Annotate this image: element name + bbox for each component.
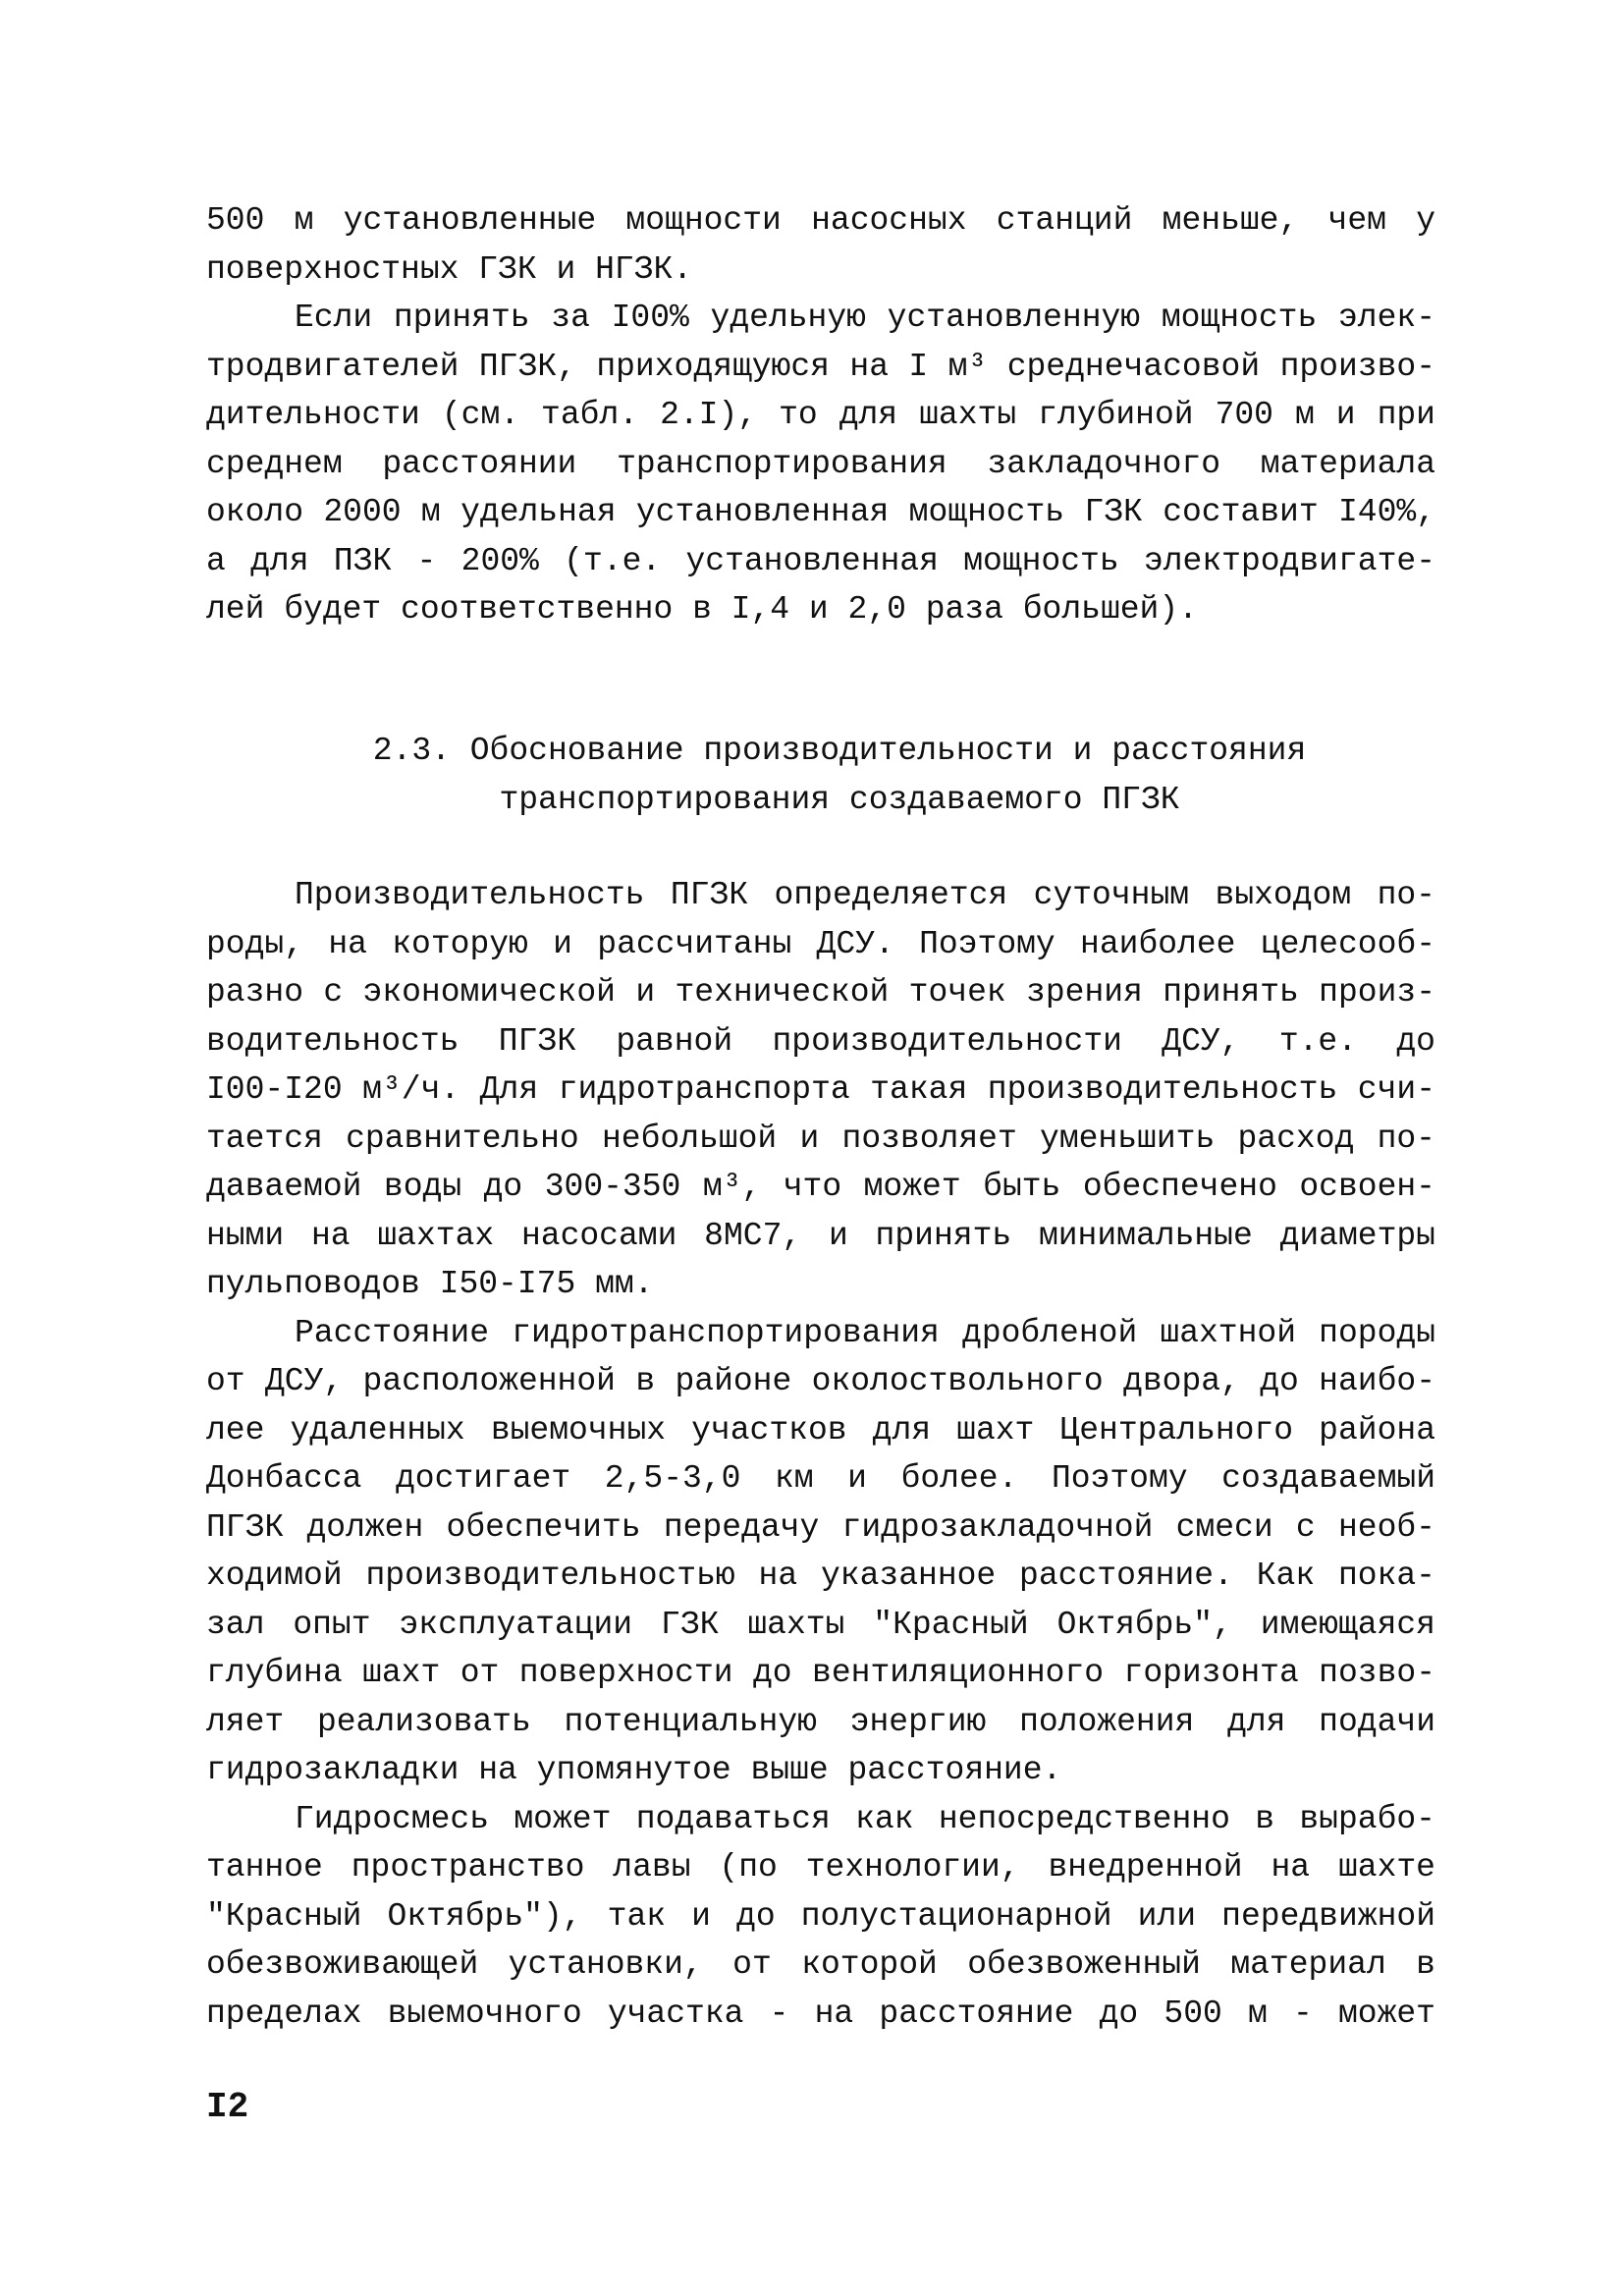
text-line: а для ПЗК - 200% (т.е. установленная мощность электродвигате- [206,542,1435,579]
text-line: среднем расстоянии транспортирования закладочного материала [206,445,1435,482]
text-line: Расстояние гидротранспортирования дробленой шахтной породы [295,1314,1435,1351]
paragraph-block-2 [206,871,1435,2038]
text-line: от ДСУ, расположенной в районе околоствольного двора, до наибо- [206,1363,1435,1399]
paragraph-block-1 [206,196,1435,634]
text-line: даваемой воды до 300-350 м³, что может быть обеспечено освоен- [206,1169,1435,1205]
text-line: лей будет соответственно в I,4 и 2,0 раза большей). [206,591,1198,628]
page-number: I2 [206,2087,249,2127]
text-line: обезвоживающей установки, от которой обезвоженный материал в [206,1946,1435,1983]
text-line: Производительность ПГЗК определяется суточным выходом по- [295,877,1435,913]
text-line: 500 м установленные мощности насосных станций меньше, чем у [206,202,1435,239]
text-line: пульповодов I50-I75 мм. [206,1266,654,1302]
text-line: тается сравнительно небольшой и позволяет уменьшить расход по- [206,1120,1435,1157]
text-line: лее удаленных выемочных участков для шахт Центрального района [206,1411,1435,1449]
text-line: танное пространство лавы (по технологии, внедренной на шахте [206,1849,1435,1886]
text-line: водительность ПГЗК равной производительности ДСУ, т.е. до [206,1022,1435,1060]
text-line: дительности (см. табл. 2.I), то для шахты глубиной 700 м и при [206,397,1435,433]
text-line: тродвигателей ПГЗК, приходящуюся на I м³ среднечасовой произво- [206,348,1435,385]
section-heading [206,727,1473,824]
text-line: зал опыт эксплуатации ГЗК шахты "Красный Октябрь", имеющаяся [206,1606,1435,1643]
text-line: пределах выемочного участка - на расстояние до 500 м - может [206,1995,1435,2032]
text-line: поверхностных ГЗК и НГЗК. [206,250,693,288]
text-line: ляет реализовать потенциальную энергию положения для подачи [206,1703,1435,1740]
text-line: ПГЗК должен обеспечить передачу гидрозакладочной смеси с необ- [206,1508,1435,1546]
text-line: роды, на которую и рассчитаны ДСУ. Поэтому наиболее целесооб- [206,925,1435,962]
text-line: Если принять за I00% удельную установленную мощность элек- [295,300,1435,336]
text-line: Донбасса достигает 2,5-3,0 км и более. Поэтому создаваемый [206,1460,1435,1497]
text-line: ходимой производительностью на указанное расстояние. Как пока- [206,1558,1435,1594]
text-line: около 2000 м удельная установленная мощность ГЗК составит I40%, [206,494,1435,530]
text-line: гидрозакладки на упомянутое выше расстояние. [206,1752,1062,1788]
heading-line: транспортирования создаваемого ПГЗК [499,781,1180,818]
text-line: Гидросмесь может подаваться как непосредственно в вырабо- [295,1800,1435,1837]
text-line: глубина шахт от поверхности до вентиляционного горизонта позво- [206,1655,1435,1691]
text-line: разно с экономической и технической точек зрения принять произ- [206,974,1435,1011]
heading-line: 2.3. Обоснование производительности и расстояния [372,733,1307,769]
text-line: I00-I20 м³/ч. Для гидротранспорта такая производительность счи- [206,1071,1435,1108]
text-line: ными на шахтах насосами 8МС7, и принять минимальные диаметры [206,1217,1435,1254]
text-line: "Красный Октябрь"), так и до полустационарной или передвижной [206,1897,1435,1935]
